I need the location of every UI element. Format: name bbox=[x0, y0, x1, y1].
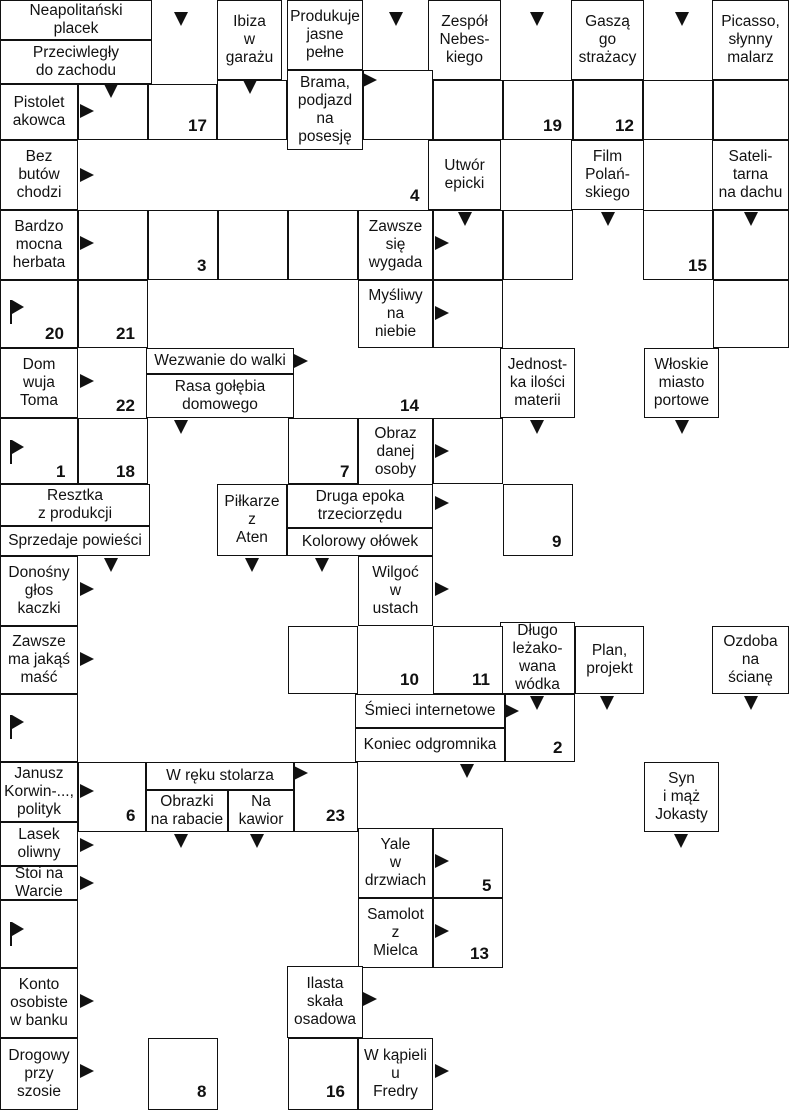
flag-icon bbox=[10, 300, 24, 324]
clue-zawsze-sie-wygada: Zawsze się wygada bbox=[358, 210, 433, 280]
answer-cell[interactable] bbox=[78, 418, 148, 484]
cell-number: 2 bbox=[553, 738, 563, 757]
arrow-right-icon bbox=[294, 766, 308, 780]
arrow-right-icon bbox=[80, 876, 94, 890]
clue-sprzedaje-powiesci: Sprzedaje powieści bbox=[0, 526, 150, 556]
clue-lasek-oliwny: Lasek oliwny bbox=[0, 822, 78, 866]
answer-cell[interactable] bbox=[503, 210, 573, 280]
answer-cell[interactable] bbox=[713, 80, 789, 140]
answer-cell[interactable] bbox=[288, 210, 358, 280]
clue-wezwanie-do-walki: Wezwanie do walki bbox=[146, 348, 294, 374]
arrow-right-icon bbox=[80, 1064, 94, 1078]
clue-film-polanskiego: Film Polań- skiego bbox=[571, 140, 644, 210]
cell-number: 12 bbox=[615, 116, 634, 135]
arrow-down-icon bbox=[675, 12, 689, 26]
arrow-down-icon bbox=[600, 696, 614, 710]
cell-number: 3 bbox=[197, 256, 207, 275]
arrow-right-icon bbox=[505, 704, 519, 718]
cell-number: 7 bbox=[340, 462, 350, 481]
arrow-right-icon bbox=[80, 838, 94, 852]
flag-icon bbox=[10, 922, 24, 946]
clue-gasza-go-strazacy: Gaszą go strażacy bbox=[571, 0, 644, 80]
arrow-right-icon bbox=[80, 994, 94, 1008]
arrow-down-icon bbox=[104, 84, 118, 98]
cell-number: 22 bbox=[116, 396, 135, 415]
arrow-down-icon bbox=[601, 212, 615, 226]
cell-number: 1 bbox=[56, 462, 66, 481]
cell-number: 5 bbox=[482, 876, 492, 895]
arrow-right-icon bbox=[80, 374, 94, 388]
arrow-right-icon bbox=[80, 168, 94, 182]
clue-janusz-korwin: Janusz Korwin-..., polityk bbox=[0, 762, 78, 822]
arrow-down-icon bbox=[458, 212, 472, 226]
arrow-right-icon bbox=[363, 992, 377, 1006]
clue-bardzo-mocna-herbata: Bardzo mocna herbata bbox=[0, 210, 78, 280]
cell-number: 21 bbox=[116, 324, 135, 343]
arrow-right-icon bbox=[435, 1064, 449, 1078]
arrow-right-icon bbox=[435, 582, 449, 596]
clue-obraz-danej-osoby: Obraz danej osoby bbox=[358, 418, 433, 486]
clue-satelitarna-na-dachu: Sateli- tarna na dachu bbox=[712, 140, 789, 210]
answer-cell[interactable] bbox=[503, 484, 573, 556]
arrow-right-icon bbox=[363, 73, 377, 87]
clue-dom-wuja-toma: Dom wuja Toma bbox=[0, 348, 78, 418]
arrow-right-icon bbox=[435, 496, 449, 510]
arrow-right-icon bbox=[80, 236, 94, 250]
clue-konto-osobiste-w-banku: Konto osobiste w banku bbox=[0, 968, 78, 1038]
cell-number: 6 bbox=[126, 806, 136, 825]
arrow-down-icon bbox=[243, 80, 257, 94]
clue-zespol-nebeskiego: Zespół Nebes- kiego bbox=[428, 0, 501, 80]
clue-jednostka-ilosci-materii: Jednost- ka ilości materii bbox=[500, 348, 575, 418]
clue-syn-i-maz-jokasty: Syn i mąż Jokasty bbox=[644, 762, 719, 832]
arrow-right-icon bbox=[80, 582, 94, 596]
cell-number: 10 bbox=[400, 670, 419, 689]
clue-picasso: Picasso, słynny malarz bbox=[712, 0, 789, 80]
clue-smieci-internetowe: Śmieci internetowe bbox=[355, 694, 505, 728]
arrow-down-icon bbox=[744, 212, 758, 226]
clue-na-kawior: Na kawior bbox=[228, 790, 294, 832]
clue-wloskie-miasto-portowe: Włoskie miasto portowe bbox=[644, 348, 719, 418]
arrow-right-icon bbox=[80, 784, 94, 798]
arrow-down-icon bbox=[530, 420, 544, 434]
clue-w-kapieli-u-fredry: W kąpieli u Fredry bbox=[358, 1038, 433, 1110]
arrow-down-icon bbox=[315, 558, 329, 572]
answer-cell[interactable] bbox=[78, 280, 148, 348]
arrow-down-icon bbox=[245, 558, 259, 572]
clue-neapolitanski-placek: Neapolitański placek bbox=[0, 0, 152, 40]
clue-ozdoba-na-sciane: Ozdoba na ścianę bbox=[712, 626, 789, 694]
clue-pilkarze-z-aten: Piłkarze z Aten bbox=[217, 484, 287, 556]
flag-icon bbox=[10, 715, 24, 739]
answer-cell[interactable] bbox=[218, 210, 288, 280]
arrow-down-icon bbox=[460, 764, 474, 778]
answer-cell[interactable] bbox=[433, 626, 503, 694]
clue-resztka-z-produkcji: Resztka z produkcji bbox=[0, 484, 150, 526]
clue-dlugo-lezakowana-wodka: Długo leżako- wana wódka bbox=[500, 622, 575, 694]
clue-przeciwlegly-do-zachodu: Przeciwległy do zachodu bbox=[0, 40, 152, 84]
clue-mysliwy-na-niebie: Myśliwy na niebie bbox=[358, 280, 433, 348]
answer-cell[interactable] bbox=[288, 626, 358, 694]
arrow-right-icon bbox=[435, 444, 449, 458]
answer-cell[interactable] bbox=[288, 1038, 358, 1110]
clue-rasa-golebia-domowego: Rasa gołębia domowego bbox=[146, 374, 294, 418]
arrow-down-icon bbox=[174, 834, 188, 848]
cell-number: 14 bbox=[400, 396, 419, 415]
answer-cell[interactable] bbox=[433, 80, 503, 140]
clue-produkuje-jasne-pelne: Produkuje jasne pełne bbox=[287, 0, 363, 70]
cell-number: 17 bbox=[188, 116, 207, 135]
arrow-down-icon bbox=[530, 696, 544, 710]
arrow-down-icon bbox=[389, 12, 403, 26]
cell-number: 11 bbox=[472, 670, 490, 689]
arrow-right-icon bbox=[435, 306, 449, 320]
clue-wilgoc-w-ustach: Wilgoć w ustach bbox=[358, 556, 433, 626]
clue-zawsze-ma-jakas-masc: Zawsze ma jakąś maść bbox=[0, 626, 78, 694]
answer-cell[interactable] bbox=[148, 210, 218, 280]
clue-koniec-odgromnika: Koniec odgromnika bbox=[355, 728, 505, 762]
cell-number: 13 bbox=[470, 944, 489, 963]
arrow-right-icon bbox=[80, 652, 94, 666]
cell-number: 16 bbox=[326, 1082, 345, 1101]
clue-stoi-na-warcie: Stoi na Warcie bbox=[0, 866, 78, 900]
clue-yale-w-drzwiach: Yale w drzwiach bbox=[358, 828, 433, 898]
answer-cell[interactable] bbox=[503, 80, 573, 140]
clue-ibiza-w-garazu: Ibiza w garażu bbox=[217, 0, 282, 80]
clue-obrazki-na-rabacie: Obrazki na rabacie bbox=[146, 790, 228, 832]
flag-icon bbox=[10, 440, 24, 464]
cell-number: 4 bbox=[410, 186, 420, 205]
answer-cell[interactable] bbox=[148, 1038, 218, 1110]
arrow-right-icon bbox=[294, 354, 308, 368]
clue-ilasta-skala-osadowa: Ilasta skała osadowa bbox=[287, 966, 363, 1038]
arrow-down-icon bbox=[174, 420, 188, 434]
arrow-down-icon bbox=[674, 834, 688, 848]
arrow-down-icon bbox=[744, 696, 758, 710]
arrow-right-icon bbox=[435, 236, 449, 250]
cell-number: 20 bbox=[45, 324, 64, 343]
arrow-down-icon bbox=[675, 420, 689, 434]
answer-cell[interactable] bbox=[643, 80, 713, 140]
clue-plan-projekt: Plan, projekt bbox=[575, 626, 644, 694]
cell-number: 15 bbox=[688, 256, 707, 275]
cell-number: 18 bbox=[116, 462, 135, 481]
cell-number: 8 bbox=[197, 1082, 207, 1101]
clue-samolot-z-mielca: Samolot z Mielca bbox=[358, 898, 433, 968]
clue-bez-butow-chodzi: Bez butów chodzi bbox=[0, 140, 78, 210]
clue-donosny-glos-kaczki: Donośny głos kaczki bbox=[0, 556, 78, 626]
clue-w-reku-stolarza: W ręku stolarza bbox=[146, 762, 294, 790]
clue-druga-epoka-trzeciorzedu: Druga epoka trzeciorzędu bbox=[287, 484, 433, 528]
arrow-down-icon bbox=[250, 834, 264, 848]
clue-utwor-epicki: Utwór epicki bbox=[428, 140, 501, 210]
arrow-down-icon bbox=[104, 558, 118, 572]
cell-number: 19 bbox=[543, 116, 562, 135]
clue-pistolet-akowca: Pistolet akowca bbox=[0, 84, 78, 140]
cell-number: 23 bbox=[326, 806, 345, 825]
clue-brama-podjazd: Brama, podjazd na posesję bbox=[287, 70, 363, 150]
cell-number: 9 bbox=[552, 532, 562, 551]
arrow-right-icon bbox=[80, 104, 94, 118]
arrow-down-icon bbox=[530, 12, 544, 26]
arrow-down-icon bbox=[174, 12, 188, 26]
arrow-right-icon bbox=[435, 854, 449, 868]
clue-drogowy-przy-szosie: Drogowy przy szosie bbox=[0, 1038, 78, 1110]
arrow-right-icon bbox=[435, 924, 449, 938]
answer-cell[interactable] bbox=[713, 280, 789, 348]
clue-kolorowy-olowek: Kolorowy ołówek bbox=[287, 528, 433, 556]
